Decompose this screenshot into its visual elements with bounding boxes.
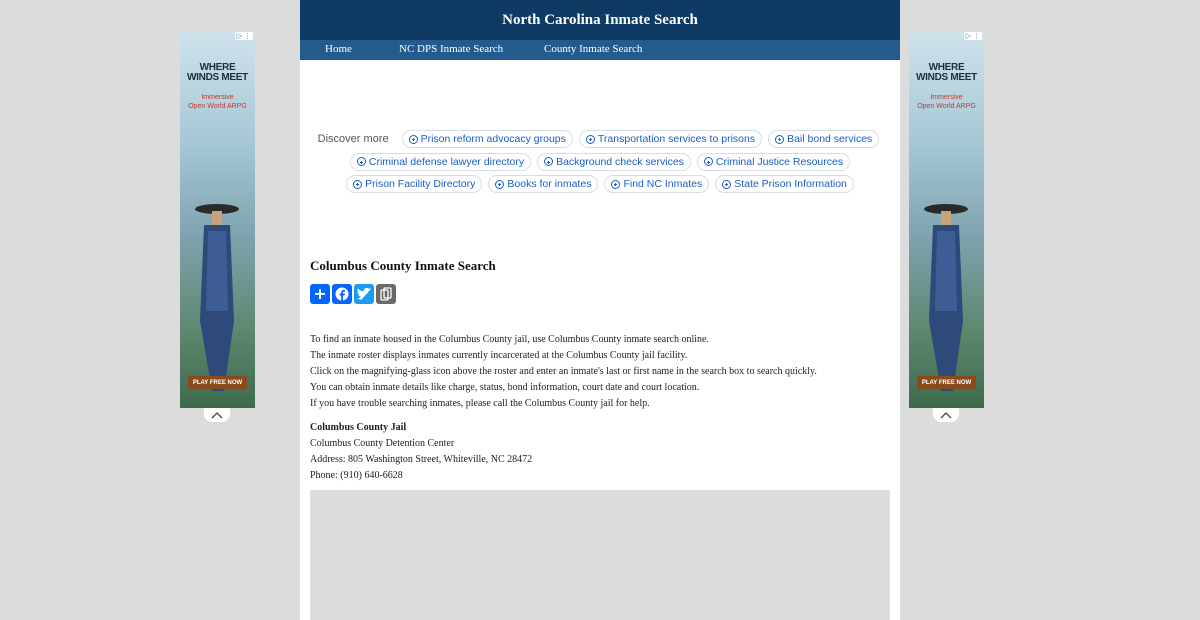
plus-circle-icon [586,135,595,144]
twitter-icon [357,288,371,300]
discover-chip[interactable] [488,175,598,193]
site-header [300,0,900,40]
facebook-icon [335,287,349,301]
ad-collapse-button[interactable] [204,408,230,422]
ad-title: WHERE WINDS MEET [916,62,977,83]
discover-chip[interactable] [697,153,850,171]
discover-more-label: Discover more [317,133,389,145]
jail-contact-info [310,420,890,484]
discover-chip[interactable] [715,175,854,193]
right-ad-banner[interactable] [909,31,984,408]
nav-nc-dps-inmate-search[interactable]: NC DPS Inmate Search [399,43,504,55]
ad-play-free-button[interactable]: PLAY FREE NOW [188,376,247,389]
plus-circle-icon [544,157,553,166]
nav-home[interactable]: Home [325,43,352,55]
discover-chip-label: Criminal defense lawyer directory [368,155,525,168]
chevron-up-icon [940,412,952,419]
jail-name: Columbus County Jail [310,422,407,433]
intro-line: If you have trouble searching inmates, please call the Columbus County jail for help. [310,398,650,409]
plus-circle-icon [409,135,418,144]
page-container [300,0,900,620]
ad-title: WHERE WINDS MEET [187,62,248,83]
discover-chip[interactable] [604,175,709,193]
intro-line: The inmate roster displays inmates currently incarcerated at the Columbus County jail facility. [310,350,688,361]
ad-subtitle: Immersive Open World ARPG [917,94,976,110]
discover-chip[interactable] [537,153,691,171]
page-title: Columbus County Inmate Search [310,258,496,273]
share-add-button[interactable] [310,284,330,304]
plus-circle-icon [611,180,620,189]
discover-more-section [300,128,900,196]
chevron-up-icon [211,412,223,419]
plus-circle-icon [722,180,731,189]
plus-circle-icon [353,180,362,189]
discover-chip-label: Books for inmates [507,178,592,190]
discover-chip-label: Criminal Justice Resources [715,155,844,168]
discover-chip-label: Bail bond services [787,133,873,145]
jail-facility: Columbus County Detention Center [310,438,455,449]
main-nav [300,40,900,60]
left-ad-banner[interactable] [180,31,255,408]
ad-choices-icon[interactable]: ▷ ⋮ [236,33,251,40]
plus-icon [314,288,326,300]
jail-address: Address: 805 Washington Street, Whiteville, NC 28472 [310,454,533,465]
ad-choices-icon[interactable]: ▷ ⋮ [965,33,980,40]
plus-circle-icon [704,157,713,166]
ad-subtitle: Immersive Open World ARPG [188,94,247,110]
intro-line: Click on the magnifying-glass icon above the roster and enter an inmate's last or first name in the search box to search quickly. [310,366,817,377]
discover-chip-label: Transportation services to prisons [597,133,756,145]
discover-chip[interactable] [346,175,482,193]
discover-chip[interactable] [350,153,531,171]
intro-line: You can obtain inmate details like charge, status, bond information, court date and court location. [310,382,700,393]
discover-chip-label: Find NC Inmates [623,178,703,190]
share-twitter-button[interactable] [354,284,374,304]
main-content [310,258,890,484]
ad-play-free-button[interactable]: PLAY FREE NOW [917,376,976,389]
copy-link-icon [380,287,392,301]
inmate-roster-embed[interactable] [310,490,890,620]
intro-line: To find an inmate housed in the Columbus County jail, use Columbus County inmate search online. [310,334,709,345]
discover-chip-label: Prison Facility Directory [365,178,476,190]
share-copy-link-button[interactable] [376,284,396,304]
discover-chip-label: Background check services [556,155,684,168]
ad-character-illustration [923,201,969,391]
site-title[interactable]: North Carolina Inmate Search [502,11,698,28]
discover-chip[interactable] [402,130,573,148]
ad-collapse-button[interactable] [933,408,959,422]
plus-circle-icon [495,180,504,189]
share-buttons [310,284,890,304]
nav-county-inmate-search[interactable]: County Inmate Search [544,43,643,55]
jail-phone: Phone: (910) 640-6628 [310,470,403,481]
ad-character-illustration [194,201,240,391]
plus-circle-icon [357,157,366,166]
plus-circle-icon [775,135,784,144]
discover-chip[interactable] [768,130,879,148]
share-facebook-button[interactable] [332,284,352,304]
intro-paragraph [310,332,890,412]
discover-chip-label: State Prison Information [734,178,847,190]
discover-chip[interactable] [579,130,762,148]
discover-chip-label: Prison reform advocacy groups [420,133,566,145]
